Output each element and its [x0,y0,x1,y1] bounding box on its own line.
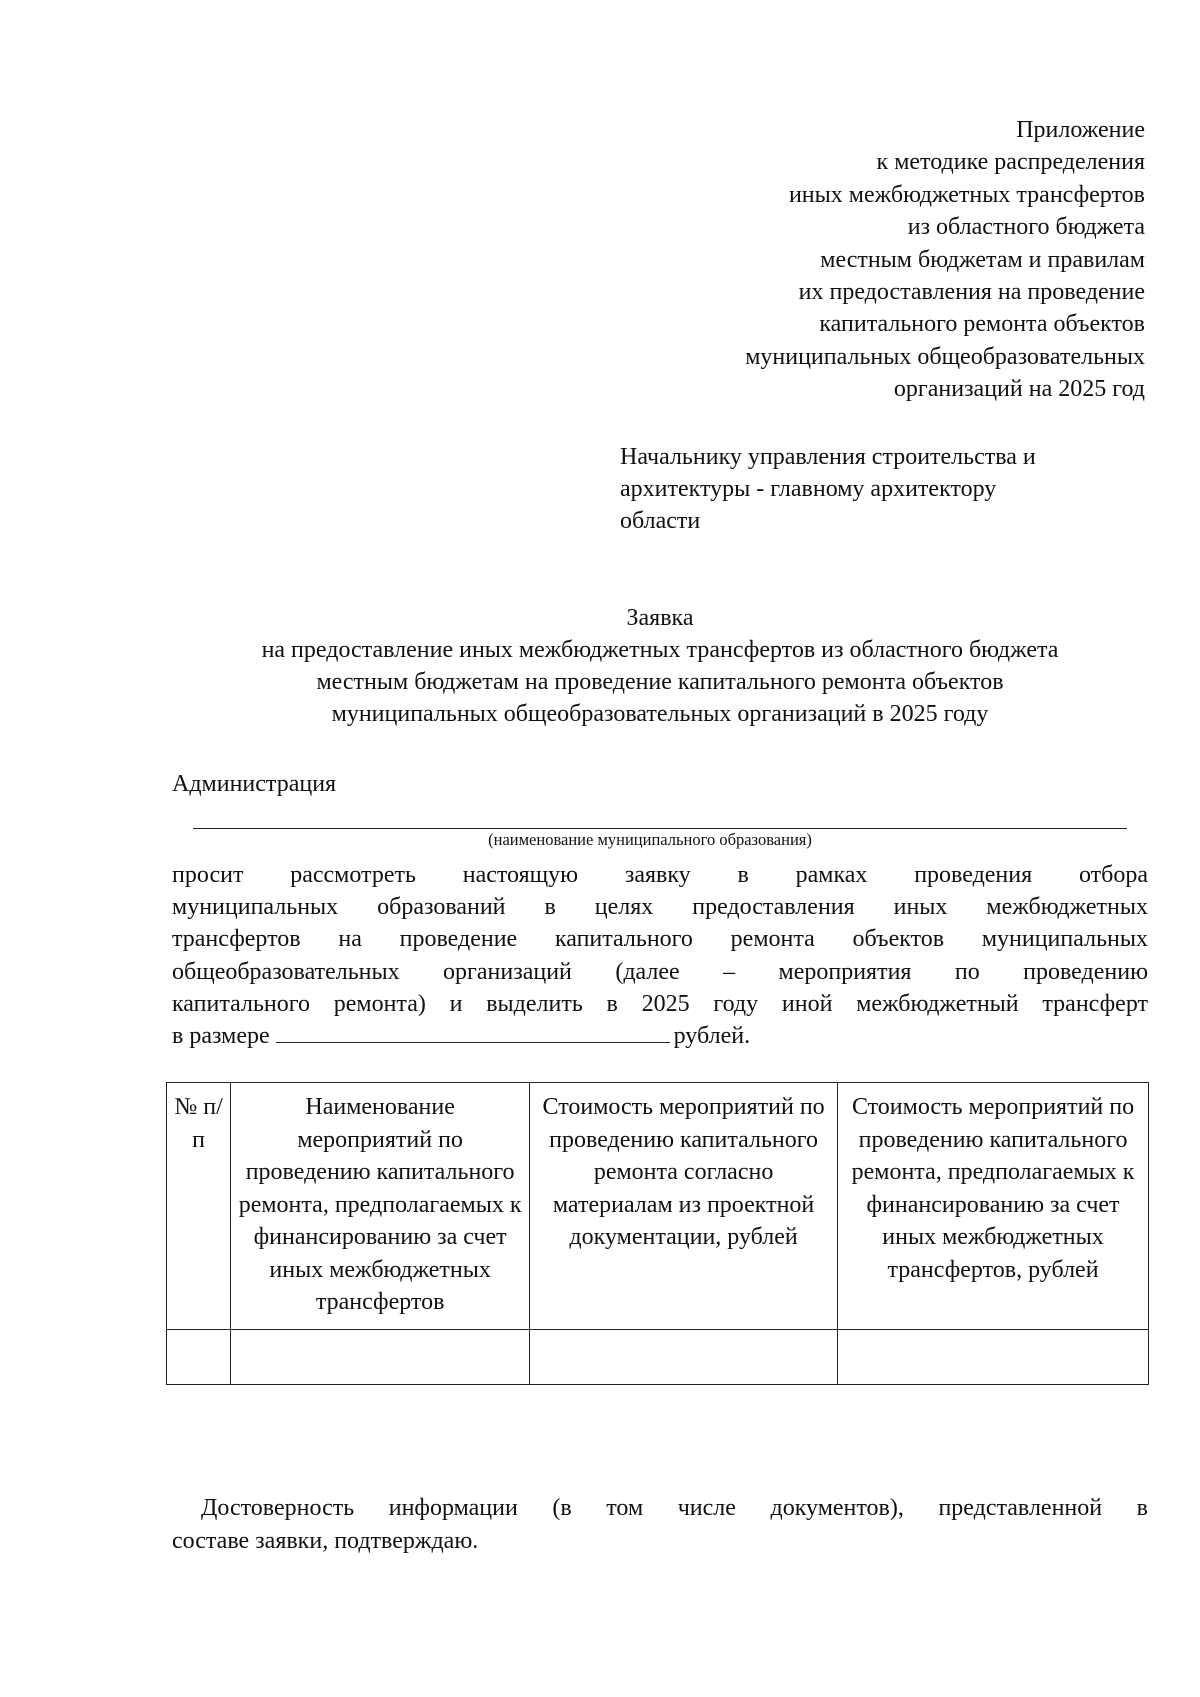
paragraph-line: просит рассмотреть настоящую заявку в рамках проведения отбора [172,862,1148,888]
request-paragraph [172,859,1148,1052]
table-cell[interactable] [838,1329,1149,1384]
header-activity-name [231,1083,530,1330]
annex-line: к методике распределения [876,149,1145,176]
title-line: муниципальных общеобразовательных организаций в 2025 году [331,701,989,727]
amount-suffix: рублей. [673,1023,751,1050]
municipality-field-caption: (наименование муниципального образования) [488,830,812,849]
amount-line [172,1020,1148,1052]
table-cell[interactable] [530,1329,838,1384]
table-header-row [167,1083,1149,1330]
document-title [150,602,1170,730]
header-number [167,1083,231,1330]
annex-line: из областного бюджета [907,214,1145,241]
paragraph-line: трансфертов на проведение капитального ремонта объектов муниципальных [172,926,1148,953]
confirmation-line: составе заявки, подтверждаю. [172,1527,479,1554]
table-cell[interactable] [167,1329,231,1384]
confirmation-paragraph [172,1492,1148,1557]
municipality-name-field[interactable] [193,828,1127,829]
table-row [167,1329,1149,1384]
paragraph-line: муниципальных образований в целях предоставления иных межбюджетных [172,894,1148,921]
addressee-line: Начальнику управления строительства и [620,444,1036,470]
confirmation-line: Достоверность информации (в том числе документов), представленной в [201,1495,1148,1521]
addressee-line: архитектуры - главному архитектору [620,476,997,502]
amount-field[interactable] [276,1020,670,1043]
annex-line: капитального ремонта объектов [819,311,1145,338]
title-heading: Заявка [626,605,694,631]
annex-line: Приложение [1016,117,1145,143]
applicant-label: Администрация [172,771,337,797]
annex-line: муниципальных общеобразовательных [745,343,1145,370]
paragraph-line: общеобразовательных организаций (далее – мероприятия по проведению [172,958,1148,985]
header-number-text: № п/п [174,1094,223,1153]
title-line: местным бюджетам на проведение капитального ремонта объектов [316,669,1004,695]
annex-line: местным бюджетам и правилам [820,246,1145,273]
annex-line: их предоставления на проведение [798,279,1145,306]
annex-line: организаций на 2025 год [893,376,1145,403]
title-line: на предоставление иных межбюджетных трансфертов из областного бюджета [261,637,1059,663]
addressee-line: области [620,508,701,534]
paragraph-line: капитального ремонта) и выделить в 2025 году иной межбюджетный трансферт [172,990,1148,1017]
header-transfer-cost-text: Стоимость мероприятий по проведению капитального ремонта, предполагаемых к финансированию за счет иных межбюджетных трансфертов, рублей [851,1094,1135,1283]
header-project-cost [530,1083,838,1330]
addressee-block [620,441,1140,537]
activities-table [166,1082,1149,1385]
header-activity-name-text: Наименование мероприятий по проведению капитального ремонта, предполагаемых к финансированию за счет иных межбюджетных трансфертов [238,1094,522,1315]
amount-prefix: в размере [172,1023,270,1050]
table-cell[interactable] [231,1329,530,1384]
header-project-cost-text: Стоимость мероприятий по проведению капитального ремонта согласно материалам из проектной документации, рублей [542,1094,825,1250]
annex-line: иных межбюджетных трансфертов [788,181,1145,208]
annex-header [625,114,1145,406]
header-transfer-cost [838,1083,1149,1330]
